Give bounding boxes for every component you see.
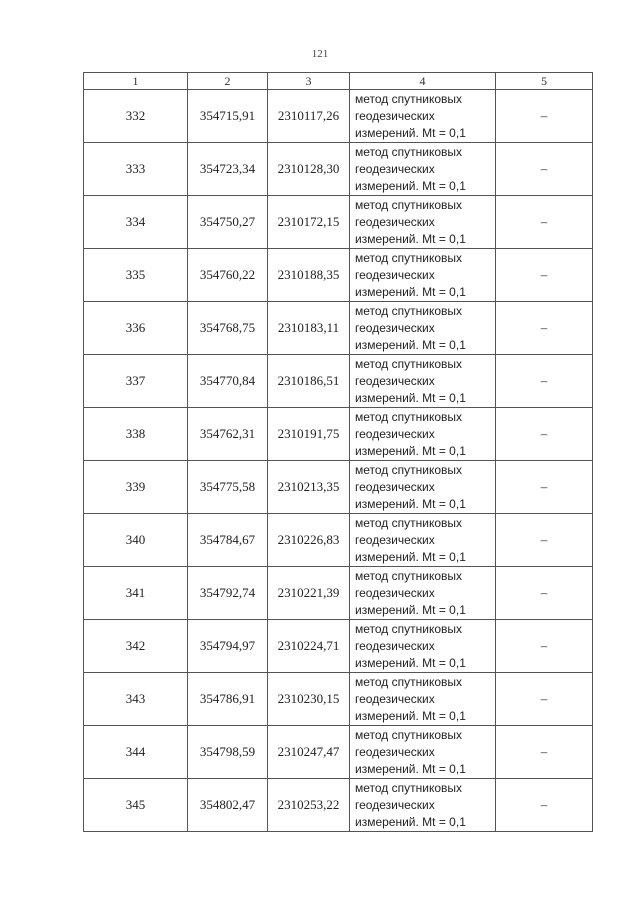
method-text-line: геодезических — [355, 214, 435, 229]
method-cell — [350, 514, 496, 567]
table-row — [84, 620, 593, 673]
table-row — [84, 726, 593, 779]
y-coordinate-cell: 2310183,11 — [268, 302, 350, 355]
point-number-cell: 334 — [84, 196, 188, 249]
method-text-line: измерений. Mt = 0,1 — [355, 443, 466, 458]
x-coordinate-cell: 354786,91 — [188, 673, 268, 726]
note-cell: – — [496, 673, 593, 726]
method-cell — [350, 196, 496, 249]
y-coordinate-cell: 2310188,35 — [268, 249, 350, 302]
method-text-line: измерений. Mt = 0,1 — [355, 814, 466, 829]
y-coordinate-cell: 2310247,47 — [268, 726, 350, 779]
column-header-3: 3 — [268, 73, 350, 90]
method-text-line: геодезических — [355, 479, 435, 494]
method-text-line: метод спутниковых — [355, 91, 463, 106]
method-cell — [350, 620, 496, 673]
y-coordinate-cell: 2310221,39 — [268, 567, 350, 620]
note-cell: – — [496, 302, 593, 355]
method-text-line: геодезических — [355, 638, 435, 653]
method-cell — [350, 302, 496, 355]
method-text-line: метод спутниковых — [355, 409, 463, 424]
point-number-cell: 343 — [84, 673, 188, 726]
x-coordinate-cell: 354723,34 — [188, 143, 268, 196]
method-text-line: метод спутниковых — [355, 462, 463, 477]
table-row — [84, 514, 593, 567]
method-text-line: измерений. Mt = 0,1 — [355, 496, 466, 511]
x-coordinate-cell: 354794,97 — [188, 620, 268, 673]
note-cell: – — [496, 620, 593, 673]
coordinates-table — [83, 72, 593, 832]
method-text-line: геодезических — [355, 532, 435, 547]
method-cell — [350, 726, 496, 779]
point-number-cell: 338 — [84, 408, 188, 461]
point-number-cell: 336 — [84, 302, 188, 355]
note-cell: – — [496, 779, 593, 832]
table-header — [84, 73, 593, 90]
y-coordinate-cell: 2310226,83 — [268, 514, 350, 567]
method-text-line: метод спутниковых — [355, 197, 463, 212]
method-text-line: метод спутниковых — [355, 621, 463, 636]
column-header-2: 2 — [188, 73, 268, 90]
note-cell: – — [496, 461, 593, 514]
table-row — [84, 90, 593, 143]
point-number-cell: 340 — [84, 514, 188, 567]
method-text-line: геодезических — [355, 585, 435, 600]
x-coordinate-cell: 354750,27 — [188, 196, 268, 249]
x-coordinate-cell: 354792,74 — [188, 567, 268, 620]
method-cell — [350, 249, 496, 302]
method-text-line: метод спутниковых — [355, 568, 463, 583]
method-text-line: измерений. Mt = 0,1 — [355, 125, 466, 140]
method-text-line: метод спутниковых — [355, 780, 463, 795]
method-text-line: измерений. Mt = 0,1 — [355, 337, 466, 352]
header-row — [84, 73, 593, 90]
x-coordinate-cell: 354775,58 — [188, 461, 268, 514]
method-text-line: метод спутниковых — [355, 250, 463, 265]
method-text-line: геодезических — [355, 267, 435, 282]
method-text-line: геодезических — [355, 691, 435, 706]
table-row — [84, 779, 593, 832]
point-number-cell: 337 — [84, 355, 188, 408]
method-text-line: геодезических — [355, 426, 435, 441]
note-cell: – — [496, 143, 593, 196]
table-row — [84, 567, 593, 620]
x-coordinate-cell: 354770,84 — [188, 355, 268, 408]
y-coordinate-cell: 2310253,22 — [268, 779, 350, 832]
column-header-1: 1 — [84, 73, 188, 90]
x-coordinate-cell: 354802,47 — [188, 779, 268, 832]
table-row — [84, 408, 593, 461]
page-number: 121 — [311, 48, 329, 60]
point-number-cell: 333 — [84, 143, 188, 196]
table-row — [84, 196, 593, 249]
method-text-line: геодезических — [355, 108, 435, 123]
column-header-5: 5 — [496, 73, 593, 90]
y-coordinate-cell: 2310230,15 — [268, 673, 350, 726]
point-number-cell: 342 — [84, 620, 188, 673]
method-text-line: метод спутниковых — [355, 727, 463, 742]
method-cell — [350, 567, 496, 620]
y-coordinate-cell: 2310213,35 — [268, 461, 350, 514]
method-text-line: метод спутниковых — [355, 303, 463, 318]
method-text-line: измерений. Mt = 0,1 — [355, 655, 466, 670]
point-number-cell: 332 — [84, 90, 188, 143]
x-coordinate-cell: 354768,75 — [188, 302, 268, 355]
method-text-line: измерений. Mt = 0,1 — [355, 602, 466, 617]
point-number-cell: 339 — [84, 461, 188, 514]
method-text-line: геодезических — [355, 161, 435, 176]
point-number-cell: 341 — [84, 567, 188, 620]
method-cell — [350, 673, 496, 726]
note-cell: – — [496, 90, 593, 143]
table-body — [84, 90, 593, 832]
method-text-line: измерений. Mt = 0,1 — [355, 390, 466, 405]
note-cell: – — [496, 567, 593, 620]
x-coordinate-cell: 354715,91 — [188, 90, 268, 143]
method-text-line: геодезических — [355, 373, 435, 388]
method-text-line: метод спутниковых — [355, 674, 463, 689]
note-cell: – — [496, 408, 593, 461]
method-text-line: геодезических — [355, 797, 435, 812]
method-text-line: измерений. Mt = 0,1 — [355, 284, 466, 299]
column-header-4: 4 — [350, 73, 496, 90]
table-row — [84, 461, 593, 514]
table-row — [84, 302, 593, 355]
y-coordinate-cell: 2310191,75 — [268, 408, 350, 461]
note-cell: – — [496, 726, 593, 779]
method-text-line: измерений. Mt = 0,1 — [355, 708, 466, 723]
method-cell — [350, 779, 496, 832]
y-coordinate-cell: 2310128,30 — [268, 143, 350, 196]
method-text-line: метод спутниковых — [355, 515, 463, 530]
method-text-line: измерений. Mt = 0,1 — [355, 549, 466, 564]
table-row — [84, 143, 593, 196]
table-row — [84, 355, 593, 408]
method-cell — [350, 461, 496, 514]
note-cell: – — [496, 196, 593, 249]
x-coordinate-cell: 354762,31 — [188, 408, 268, 461]
method-cell — [350, 355, 496, 408]
point-number-cell: 344 — [84, 726, 188, 779]
method-text-line: геодезических — [355, 744, 435, 759]
x-coordinate-cell: 354784,67 — [188, 514, 268, 567]
method-text-line: измерений. Mt = 0,1 — [355, 178, 466, 193]
method-text-line: метод спутниковых — [355, 356, 463, 371]
x-coordinate-cell: 354760,22 — [188, 249, 268, 302]
point-number-cell: 345 — [84, 779, 188, 832]
y-coordinate-cell: 2310172,15 — [268, 196, 350, 249]
method-cell — [350, 90, 496, 143]
method-text-line: геодезических — [355, 320, 435, 335]
method-text-line: метод спутниковых — [355, 144, 463, 159]
method-cell — [350, 143, 496, 196]
method-text-line: измерений. Mt = 0,1 — [355, 761, 466, 776]
y-coordinate-cell: 2310117,26 — [268, 90, 350, 143]
table-row — [84, 249, 593, 302]
y-coordinate-cell: 2310186,51 — [268, 355, 350, 408]
x-coordinate-cell: 354798,59 — [188, 726, 268, 779]
note-cell: – — [496, 355, 593, 408]
method-text-line: измерений. Mt = 0,1 — [355, 231, 466, 246]
note-cell: – — [496, 514, 593, 567]
method-cell — [350, 408, 496, 461]
table-row — [84, 673, 593, 726]
point-number-cell: 335 — [84, 249, 188, 302]
y-coordinate-cell: 2310224,71 — [268, 620, 350, 673]
note-cell: – — [496, 249, 593, 302]
